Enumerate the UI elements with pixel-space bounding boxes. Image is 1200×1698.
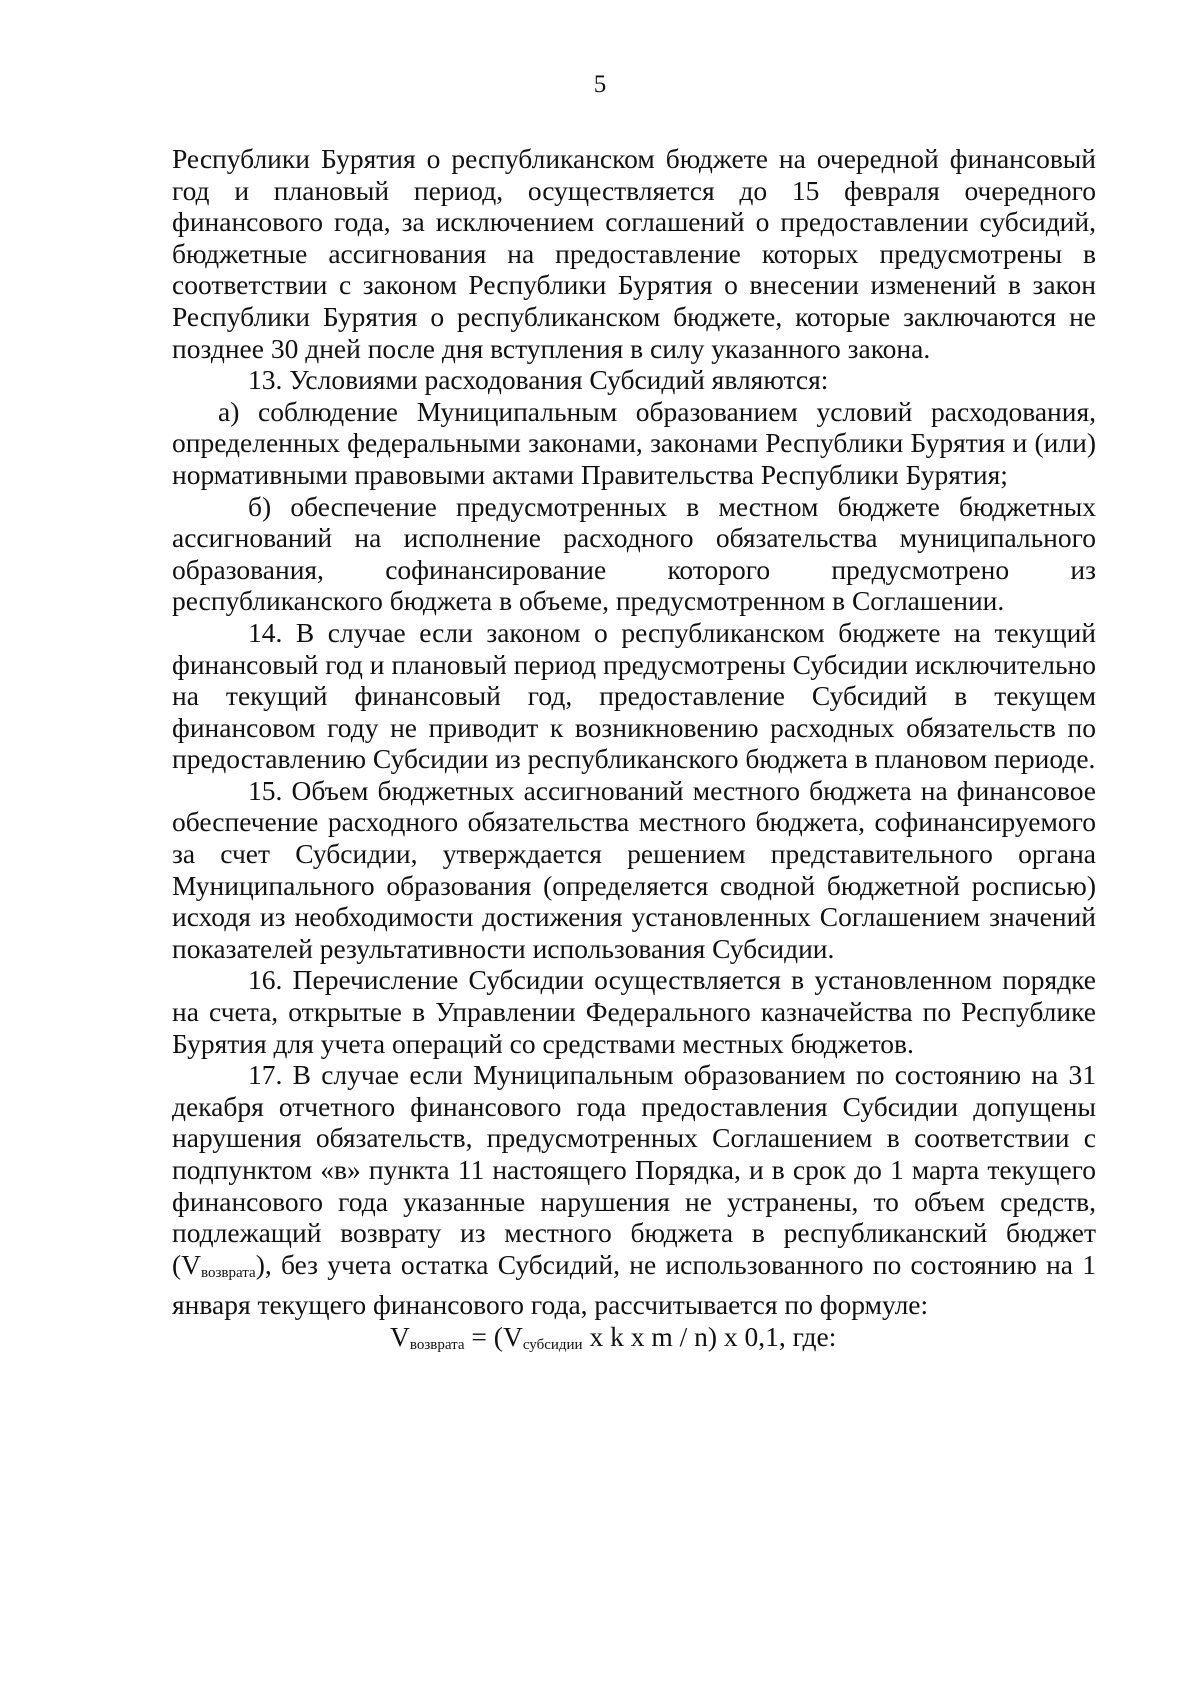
return-formula bbox=[172, 1321, 1096, 1362]
paragraph-15: 15. Объем бюджетных ассигнований местного бюджета на финансовое обеспечение расходного обязательства местного бюджета, софинансируемого за счет Субсидии, утверждается решением представительного органа Муниципального образования (определяется сводной бюджетной росписью) исходя из необходимости достижения установленных Соглашением значений показателей результативности использования Субсидии. bbox=[172, 774, 1096, 964]
formula-v-return: V bbox=[390, 1320, 410, 1352]
paragraph-13: 13. Условиями расходования Субсидий являются: bbox=[248, 364, 829, 396]
paragraph-17-subscript: возврата bbox=[201, 1264, 256, 1281]
formula-tail: x k x m / n) x 0,1, где: bbox=[582, 1320, 837, 1352]
paragraph-14: 14. В случае если законом о республиканском бюджете на текущий финансовый год и плановый период предусмотрены Субсидии исключительно на текущий финансовый год, предоставление Субсидий в текущем финансовом году не приводит к возникновению расходных обязательств по предоставлению Субсидии из республиканского бюджета в плановом периоде. bbox=[172, 616, 1096, 775]
formula-equals: = (V bbox=[464, 1320, 523, 1352]
paragraph-16: 16. Перечисление Субсидии осуществляется в установленном порядке на счета, открытые в Управлении Федерального казначейства по Республике Бурятия для учета операций со средствами местных бюджетов. bbox=[172, 964, 1096, 1059]
paragraph-17 bbox=[172, 1059, 1096, 1321]
document-body bbox=[172, 143, 1096, 1362]
paragraph-13a: а) соблюдение Муниципальным образованием условий расходования, определенных федеральными законами, законами Республики Бурятия и (или) нормативными правовыми актами Правительства Республики Бурятия; bbox=[172, 395, 1096, 490]
page-number: 5 bbox=[593, 71, 607, 98]
paragraph-17-text-start: 17. В случае если Муниципальным образованием по состоянию на 31 декабря отчетного финансового года предоставления Субсидии допущены нарушения обязательств, предусмотренных Соглашением в соответствии с подпунктом «в» пункта 11 настоящего Порядка, и в срок до 1 марта текущего финансового года указанные нарушения не устранены, то объем средств, подлежащий возврату из местного бюджета в республиканский бюджет (V bbox=[172, 1059, 1096, 1280]
formula-subscript-subsidy: субсидии bbox=[522, 1336, 583, 1353]
paragraph-continuation: Республики Бурятия о республиканском бюджете на очередной финансовый год и плановый период, осуществляется до 15 февраля очередного финансового года, за исключением соглашений о предоставлении субсидий, бюджетные ассигнования на предоставление которых предусмотрены в соответствии с законом Республики Бурятия о внесении изменений в закон Республики Бурятия о республиканском бюджете, которые заключаются не позднее 30 дней после дня вступления в силу указанного закона. bbox=[172, 143, 1096, 364]
formula-subscript-return: возврата bbox=[409, 1336, 465, 1353]
paragraph-17-text-end: ), без учета остатка Субсидий, не использованного по состоянию на 1 января текущего финансового года, рассчитывается по формуле: bbox=[172, 1248, 1096, 1321]
paragraph-13b: б) обеспечение предусмотренных в местном бюджете бюджетных ассигнований на исполнение расходного обязательства муниципального образования, софинансирование которого предусмотрено из республиканского бюджета в объеме, предусмотренном в Соглашении. bbox=[172, 490, 1096, 617]
